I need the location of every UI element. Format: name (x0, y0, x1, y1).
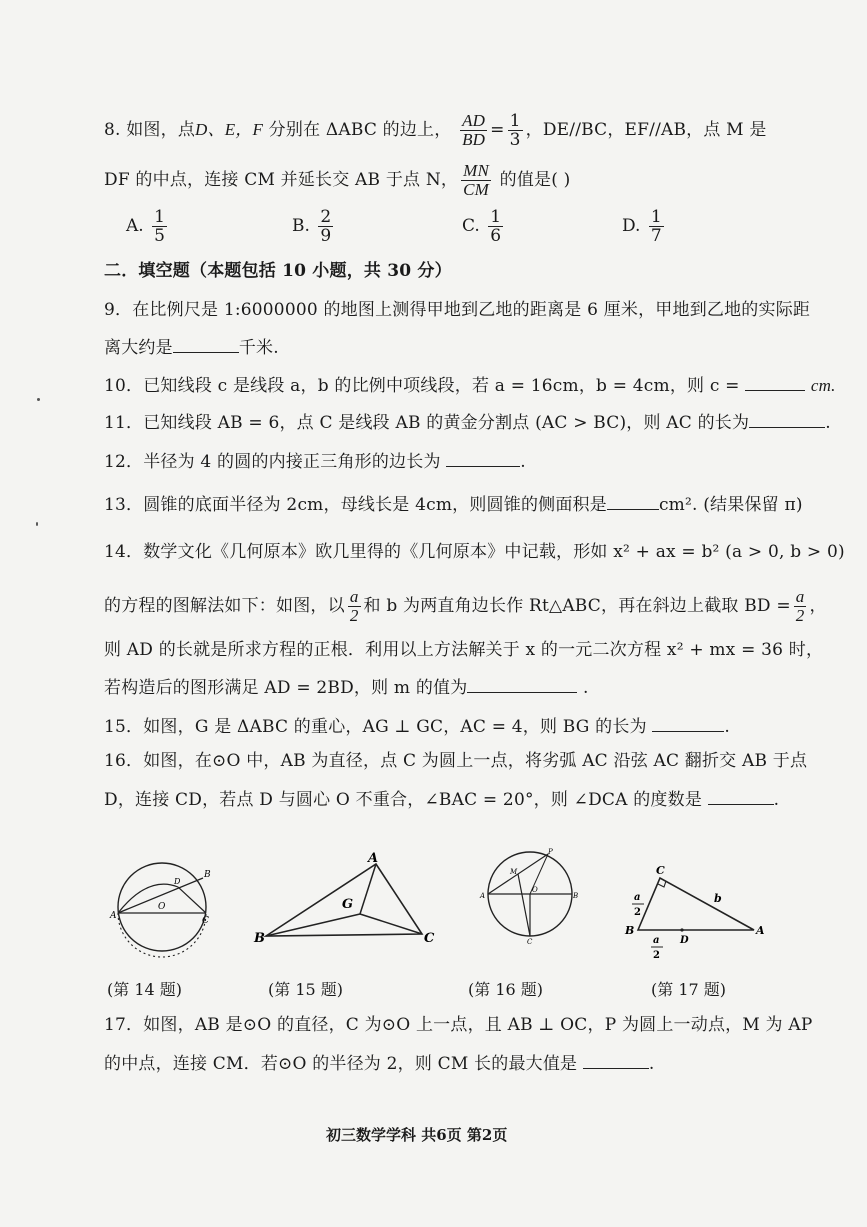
q14-end: . (583, 678, 589, 698)
label-O: O (158, 902, 166, 912)
q8-line1 (104, 112, 767, 149)
label-P: P (548, 848, 553, 856)
q15-end: . (724, 717, 730, 737)
q8-text4: DF 的中点，连接 CM 并延长交 AB 于点 N， (104, 170, 459, 190)
fig14-segment-cd (178, 887, 206, 913)
frac-num: AD (462, 111, 486, 130)
frac-num: a (349, 587, 359, 606)
q17-end: . (648, 1054, 655, 1074)
q8-fraction-ad-bd (460, 112, 487, 149)
q13-answer-blank[interactable] (607, 491, 659, 510)
label-B: B (254, 931, 265, 946)
q14-text: 的方程的图解法如下：如图，以 (104, 596, 345, 616)
option-label: C. (462, 216, 480, 236)
figure-15 (250, 850, 440, 950)
q14-line4 (104, 674, 589, 701)
q14-line3: 则 AD 的长就是所求方程的正根．利用以上方法解关于 x 的一元二次方程 x² + mx = 36 时， (104, 640, 824, 660)
q11-answer-blank[interactable] (749, 409, 825, 428)
q10 (104, 372, 836, 399)
page-footer: 初三数学学科 共6页 第2页 (326, 1126, 508, 1144)
label-B: B (625, 924, 635, 937)
q14-comma: ， (809, 596, 827, 616)
q15-answer-blank[interactable] (652, 713, 724, 732)
equals: = (490, 120, 505, 140)
fig16-segment-cm (518, 874, 530, 936)
label-A: A (756, 924, 765, 937)
q9-line2 (104, 334, 279, 361)
fig17-triangle (638, 878, 754, 930)
q13-text: 13．圆锥的底面半径为 2cm，母线长是 4cm，则圆锥的侧面积是 (104, 495, 607, 515)
q14-line2 (104, 588, 827, 625)
frac-den: 2 (795, 606, 805, 625)
fig15-segment-gc (360, 914, 422, 934)
label-C: C (527, 938, 533, 946)
label-a-left: a (634, 892, 641, 903)
q12 (104, 448, 526, 475)
q8-line2 (104, 162, 571, 199)
frac-den: CM (463, 180, 490, 199)
q10-answer-blank[interactable] (745, 372, 805, 391)
fig16-caption: (第 16 题) (468, 980, 544, 999)
frac-den: 5 (154, 226, 165, 246)
frac-den: 9 (320, 226, 332, 246)
label-2-bottom: 2 (653, 950, 660, 961)
label-A: A (110, 911, 117, 921)
q14-text2: 和 b 为两直角边长作 Rt△ABC，再在斜边上截取 BD = (363, 596, 791, 616)
label-2-left: 2 (634, 907, 641, 918)
q14-fraction-a-2b (794, 588, 807, 625)
q12-text: 12．半径为 4 的圆的内接正三角形的边长为 (104, 452, 441, 472)
q13 (104, 491, 803, 518)
q11 (104, 409, 831, 436)
q14-fraction-a-2 (348, 588, 361, 625)
q9-text: 离大约是 (104, 338, 173, 358)
q9-answer-blank[interactable] (173, 334, 239, 353)
fig14-caption: (第 14 题) (107, 980, 183, 999)
fig15-segment-ag (360, 864, 376, 914)
label-D: D (174, 877, 181, 886)
label-a-bottom: a (653, 935, 660, 946)
section-heading: 二．填空题（本题包括 10 小题，共 30 分） (104, 261, 452, 281)
q8-option-b (292, 208, 336, 245)
fig17-caption: (第 17 题) (651, 980, 727, 999)
q17-line2 (104, 1050, 654, 1077)
option-fraction (488, 208, 503, 245)
q16-line1: 16．如图，在⊙O 中，AB 为直径，点 C 为圆上一点，将劣弧 AC 沿弦 AC 翻折交 AB 于点 (104, 751, 808, 771)
figure-14 (110, 855, 214, 959)
label-b: b (714, 892, 722, 905)
frac-num: 1 (509, 111, 521, 131)
q8-option-d (622, 208, 667, 245)
label-B: B (573, 892, 579, 900)
frac-num: 2 (320, 207, 332, 227)
q8-text3: ，DE//BC，EF//AB，点 M 是 (525, 120, 767, 140)
label-O: O (532, 886, 538, 894)
q15-text: 15．如图，G 是 ΔABC 的重心，AG ⊥ GC，AC = 4，则 BG 的长为 (104, 717, 647, 737)
q13-unit: cm². (结果保留 π) (658, 495, 803, 515)
fig17-point-d (680, 928, 683, 931)
q9-line1: 9．在比例尺是 1:6000000 的地图上测得甲地到乙地的距离是 6 厘米，甲地到乙地的实际距 (104, 300, 811, 320)
figure-17 (620, 860, 770, 970)
q10-text: 10．已知线段 c 是线段 a，b 的比例中项线段，若 a = 16cm，b = 4cm，则 c = (104, 376, 740, 396)
q12-answer-blank[interactable] (446, 448, 520, 467)
q10-unit: cm. (810, 376, 836, 395)
q17-text: 的中点，连接 CM．若⊙O 的半径为 2，则 CM 长的最大值是 (104, 1054, 578, 1074)
q8-option-a (126, 208, 170, 245)
q16-text: D，连接 CD，若点 D 与圆心 O 不重合，∠BAC = 20°，则 ∠DCA 的度数是 (104, 790, 703, 810)
frac-den: 7 (650, 226, 662, 246)
frac-den: BD (462, 130, 486, 149)
q8-fraction-mn-cm (461, 162, 491, 199)
q14-line1: 14．数学文化《几何原本》欧几里得的《几何原本》中记载，形如 x² + ax = b² (a > 0, b > 0) (104, 542, 845, 562)
fig15-segment-bg (266, 914, 360, 936)
label-C: C (202, 916, 209, 926)
q11-text: 11．已知线段 AB = 6，点 C 是线段 AB 的黄金分割点 (AC > BC)，则 AC 的长为 (104, 413, 750, 433)
label-C: C (656, 864, 665, 877)
scan-speck (36, 522, 38, 526)
q8-fraction-one-third (508, 112, 523, 149)
scan-speck (37, 398, 40, 401)
frac-num: 1 (154, 207, 165, 227)
q8-text: 8. 如图，点 (104, 120, 196, 140)
q8-points: D、E，F (195, 120, 264, 139)
frac-den: 3 (509, 130, 521, 150)
option-fraction (152, 208, 167, 245)
q16-answer-blank[interactable] (708, 786, 774, 805)
q16-end: . (773, 790, 780, 810)
q11-end: . (825, 413, 831, 433)
fig15-caption: (第 15 题) (268, 980, 344, 999)
frac-num: MN (463, 161, 490, 180)
q17-line1: 17．如图，AB 是⊙O 的直径，C 为⊙O 上一点，且 AB ⊥ OC，P 为圆上一动点，M 为 AP (104, 1015, 813, 1035)
label-C: C (424, 931, 435, 946)
frac-den: 2 (349, 606, 359, 625)
q8-text2: 分别在 ΔABC 的边上， (263, 120, 452, 140)
q16-line2 (104, 786, 779, 813)
label-D: D (680, 935, 689, 946)
option-label: B. (292, 216, 310, 236)
label-B: B (204, 870, 211, 880)
q14-text3: 若构造后的图形满足 AD = 2BD，则 m 的值为 (104, 678, 468, 698)
option-label: A. (126, 216, 144, 236)
q12-end: . (520, 452, 526, 472)
q15 (104, 713, 730, 740)
frac-num: a (795, 587, 805, 606)
option-fraction (649, 208, 664, 245)
q8-text5: 的值是( ) (494, 170, 571, 190)
frac-num: 1 (490, 207, 502, 227)
frac-num: 1 (650, 207, 662, 227)
label-A: A (480, 892, 486, 900)
q8-option-c (462, 208, 506, 245)
label-M: M (510, 868, 518, 876)
q14-answer-blank[interactable] (467, 674, 577, 693)
label-G: G (342, 897, 354, 912)
figure-16 (480, 848, 580, 948)
q9-unit: 千米. (238, 338, 279, 358)
frac-den: 6 (490, 226, 502, 246)
q17-answer-blank[interactable] (583, 1050, 649, 1069)
label-A: A (368, 851, 379, 866)
option-label: D. (622, 216, 641, 236)
option-fraction (318, 208, 333, 245)
